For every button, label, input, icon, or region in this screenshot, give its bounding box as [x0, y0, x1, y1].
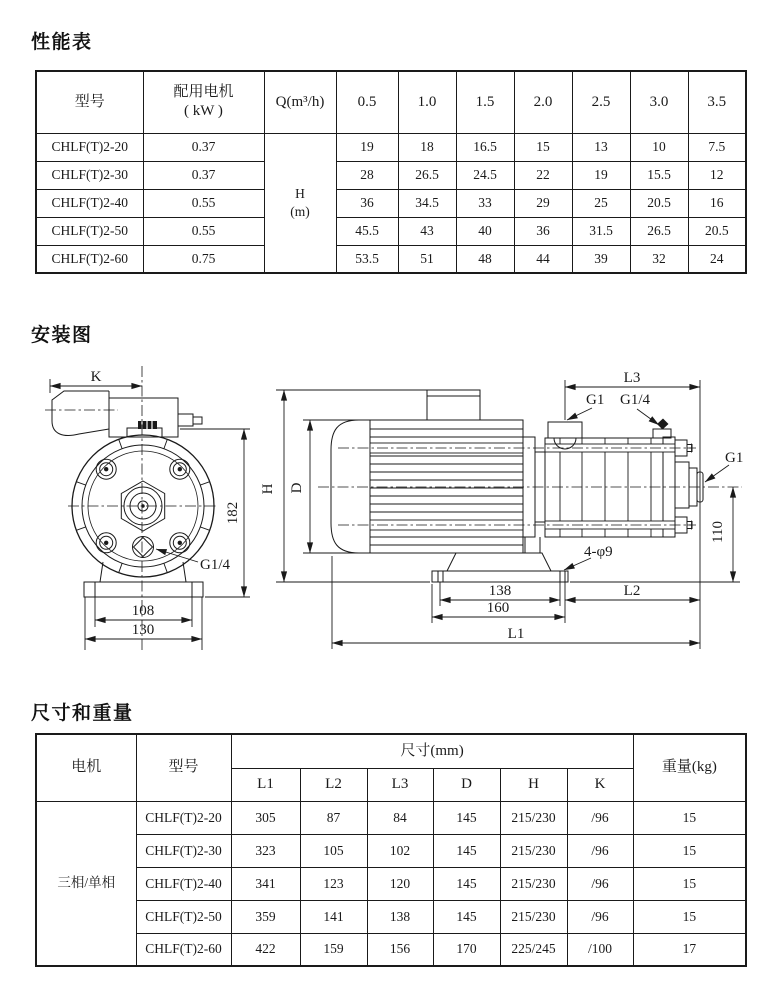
head-value-cell: 25 [572, 189, 630, 217]
installation-section-title: 安装图 [31, 325, 93, 346]
weight-cell: 15 [633, 900, 746, 933]
dim-label-plug-g14: G1/4 [620, 392, 650, 408]
performance-row [36, 217, 746, 245]
dim-value-cell: 84 [367, 801, 433, 834]
model-cell: CHLF(T)2-60 [36, 245, 143, 273]
head-value-cell: 22 [514, 161, 572, 189]
flow-value-header: 0.5 [336, 71, 398, 133]
model-cell: CHLF(T)2-40 [36, 189, 143, 217]
dim-value-cell: /96 [567, 801, 633, 834]
dim-label-110: 110 [710, 521, 726, 543]
dim-value-cell: 215/230 [500, 867, 567, 900]
model-cell: CHLF(T)2-30 [36, 161, 143, 189]
dim-label-h: H [260, 483, 276, 495]
dim-label-108: 108 [131, 603, 155, 619]
dim-label-l3: L3 [623, 370, 641, 386]
performance-row [36, 161, 746, 189]
leader-inlet-g1 [567, 408, 592, 420]
head-value-cell: 36 [336, 189, 398, 217]
head-value-cell: 13 [572, 133, 630, 161]
head-value-cell: 19 [336, 133, 398, 161]
carry-handle [52, 391, 109, 435]
leader-drain-g14 [156, 549, 198, 562]
terminal-box-front [109, 398, 178, 437]
col-header-weight: 重量(kg) [633, 734, 746, 801]
dimensions-header-row1 [36, 734, 746, 768]
head-value-cell: 44 [514, 245, 572, 273]
fill-plug-head [657, 419, 669, 430]
head-value-cell: 24.5 [456, 161, 514, 189]
flow-value-header: 1.5 [456, 71, 514, 133]
dim-col-header: L1 [231, 768, 300, 801]
dim-label-130: 130 [131, 622, 155, 638]
head-value-cell: 36 [514, 217, 572, 245]
model-cell: CHLF(T)2-20 [36, 133, 143, 161]
head-value-cell: 32 [630, 245, 688, 273]
head-value-cell: 16 [688, 189, 746, 217]
dim-value-cell: 145 [433, 834, 500, 867]
base-flange-holes [95, 582, 192, 597]
installation-diagram [0, 350, 780, 670]
head-value-cell: 28 [336, 161, 398, 189]
dimensions-table [35, 733, 747, 967]
dim-label-182: 182 [225, 501, 241, 525]
inlet-port [548, 422, 582, 438]
col-header-model: 型号 [36, 71, 143, 133]
dim-value-cell: 215/230 [500, 801, 567, 834]
dim-value-cell: 215/230 [500, 834, 567, 867]
col-header-flow: Q(m³/h) [264, 71, 336, 133]
side-fitting-tip [193, 417, 202, 424]
head-value-cell: 12 [688, 161, 746, 189]
head-value-cell: 48 [456, 245, 514, 273]
dimensions-row [36, 834, 746, 867]
head-value-cell: 51 [398, 245, 456, 273]
dim-value-cell: 141 [300, 900, 367, 933]
dim-value-cell: 225/245 [500, 933, 567, 966]
performance-row [36, 245, 746, 273]
dim-value-cell: 123 [300, 867, 367, 900]
dim-value-cell: 138 [367, 900, 433, 933]
support-pedestal [447, 553, 551, 571]
col-header-motor-line2: ( kW ) [184, 103, 223, 120]
pump-foot-lines [525, 537, 540, 553]
model-cell: CHLF(T)2-50 [36, 217, 143, 245]
dimensions-table-body [36, 801, 746, 966]
weight-cell: 15 [633, 801, 746, 834]
dim-value-cell: 323 [231, 834, 300, 867]
model-cell: CHLF(T)2-40 [136, 867, 231, 900]
pump-side-view [331, 390, 703, 582]
dim-label-138: 138 [488, 583, 512, 599]
outlet-step1 [675, 462, 689, 508]
dimensions-row [36, 801, 746, 834]
dim-value-cell: 422 [231, 933, 300, 966]
motor-power-cell: 0.75 [143, 245, 264, 273]
dim-label-k: K [90, 369, 102, 385]
performance-row [36, 133, 746, 161]
head-value-cell: 10 [630, 133, 688, 161]
model-cell: CHLF(T)2-20 [136, 801, 231, 834]
dim-value-cell: 145 [433, 900, 500, 933]
dim-value-cell: /96 [567, 900, 633, 933]
head-value-cell: 26.5 [630, 217, 688, 245]
head-value-cell: 40 [456, 217, 514, 245]
head-value-cell: 53.5 [336, 245, 398, 273]
base-plate [432, 571, 568, 582]
head-value-cell: 19 [572, 161, 630, 189]
dim-value-cell: 145 [433, 867, 500, 900]
head-value-cell: 20.5 [688, 217, 746, 245]
head-value-cell: 15.5 [630, 161, 688, 189]
casing-bolt [96, 459, 116, 479]
dimensions-section-title: 尺寸和重量 [31, 703, 134, 724]
head-value-cell: 15 [514, 133, 572, 161]
performance-section-title: 性能表 [31, 32, 93, 53]
dim-label-inlet-g1: G1 [586, 392, 605, 408]
terminal-box-side [427, 390, 480, 420]
head-value-cell: 16.5 [456, 133, 514, 161]
flow-value-header: 1.0 [398, 71, 456, 133]
pump-front-view [52, 391, 214, 597]
motor-end-cap [331, 420, 370, 553]
weight-cell: 17 [633, 933, 746, 966]
motor-power-cell: 0.55 [143, 217, 264, 245]
casing-bolt [170, 459, 190, 479]
head-value-cell: 29 [514, 189, 572, 217]
head-value-cell: 43 [398, 217, 456, 245]
dim-col-header: D [433, 768, 500, 801]
motor-body [370, 420, 523, 553]
col-header-motor [143, 71, 264, 133]
weight-cell: 15 [633, 834, 746, 867]
performance-row [36, 189, 746, 217]
dimensions-row [36, 900, 746, 933]
dim-value-cell: 120 [367, 867, 433, 900]
head-value-cell: 31.5 [572, 217, 630, 245]
base-plate-holes [438, 571, 565, 582]
dim-value-cell: 102 [367, 834, 433, 867]
model-cell: CHLF(T)2-30 [136, 834, 231, 867]
motor-power-cell: 0.37 [143, 133, 264, 161]
dim-label-d: D [289, 482, 305, 494]
dim-label-l2: L2 [623, 583, 641, 599]
col-header-model: 型号 [136, 734, 231, 801]
col-header-motor-line1: 配用电机 [173, 83, 234, 100]
dim-col-header: L3 [367, 768, 433, 801]
head-value-cell: 24 [688, 245, 746, 273]
head-value-cell: 26.5 [398, 161, 456, 189]
dim-value-cell: 305 [231, 801, 300, 834]
dim-value-cell: 215/230 [500, 900, 567, 933]
dim-value-cell: /96 [567, 867, 633, 900]
col-header-motor-type: 电机 [36, 734, 136, 801]
performance-table [35, 70, 747, 274]
leader-outlet-g1 [705, 465, 729, 482]
dim-value-cell: 159 [300, 933, 367, 966]
performance-table-body [36, 133, 746, 273]
flow-value-header: 3.5 [688, 71, 746, 133]
dim-col-header: L2 [300, 768, 367, 801]
head-value-cell: 34.5 [398, 189, 456, 217]
head-value-cell: 45.5 [336, 217, 398, 245]
dim-value-cell: 156 [367, 933, 433, 966]
performance-header-row [36, 71, 746, 133]
dim-label-l1: L1 [507, 626, 525, 642]
dim-value-cell: /100 [567, 933, 633, 966]
pedestal-neck [100, 562, 186, 582]
casing-bolt [170, 533, 190, 553]
dim-label-outlet-g1: G1 [725, 450, 744, 466]
dim-value-cell: 105 [300, 834, 367, 867]
weight-cell: 15 [633, 867, 746, 900]
model-cell: CHLF(T)2-50 [136, 900, 231, 933]
dim-value-cell: 170 [433, 933, 500, 966]
drain-plug [133, 537, 154, 558]
col-header-dims-group: 尺寸(mm) [231, 734, 633, 768]
dim-value-cell: 87 [300, 801, 367, 834]
flow-value-header: 3.0 [630, 71, 688, 133]
head-value-cell: 33 [456, 189, 514, 217]
dim-value-cell: /96 [567, 834, 633, 867]
base-flange [84, 582, 203, 597]
dim-value-cell: 145 [433, 801, 500, 834]
head-unit-cell: H (m) [264, 133, 336, 273]
dim-label-holes: 4-φ9 [584, 544, 613, 560]
motor-power-cell: 0.55 [143, 189, 264, 217]
dimensions-row [36, 933, 746, 966]
casing-bolt [96, 533, 116, 553]
dim-value-cell: 341 [231, 867, 300, 900]
side-fitting [178, 414, 193, 426]
flow-value-header: 2.0 [514, 71, 572, 133]
dim-col-header: K [567, 768, 633, 801]
head-value-cell: 20.5 [630, 189, 688, 217]
model-cell: CHLF(T)2-60 [136, 933, 231, 966]
dim-label-160: 160 [486, 600, 510, 616]
head-value-cell: 7.5 [688, 133, 746, 161]
motor-power-cell: 0.37 [143, 161, 264, 189]
dim-col-header: H [500, 768, 567, 801]
motor-type-cell: 三相/单相 [36, 801, 136, 966]
flow-value-header: 2.5 [572, 71, 630, 133]
dim-value-cell: 359 [231, 900, 300, 933]
dimensions-row [36, 867, 746, 900]
dim-label-drain-g14: G1/4 [200, 557, 230, 573]
head-value-cell: 18 [398, 133, 456, 161]
head-value-cell: 39 [572, 245, 630, 273]
leader-plug-g14 [637, 409, 659, 425]
